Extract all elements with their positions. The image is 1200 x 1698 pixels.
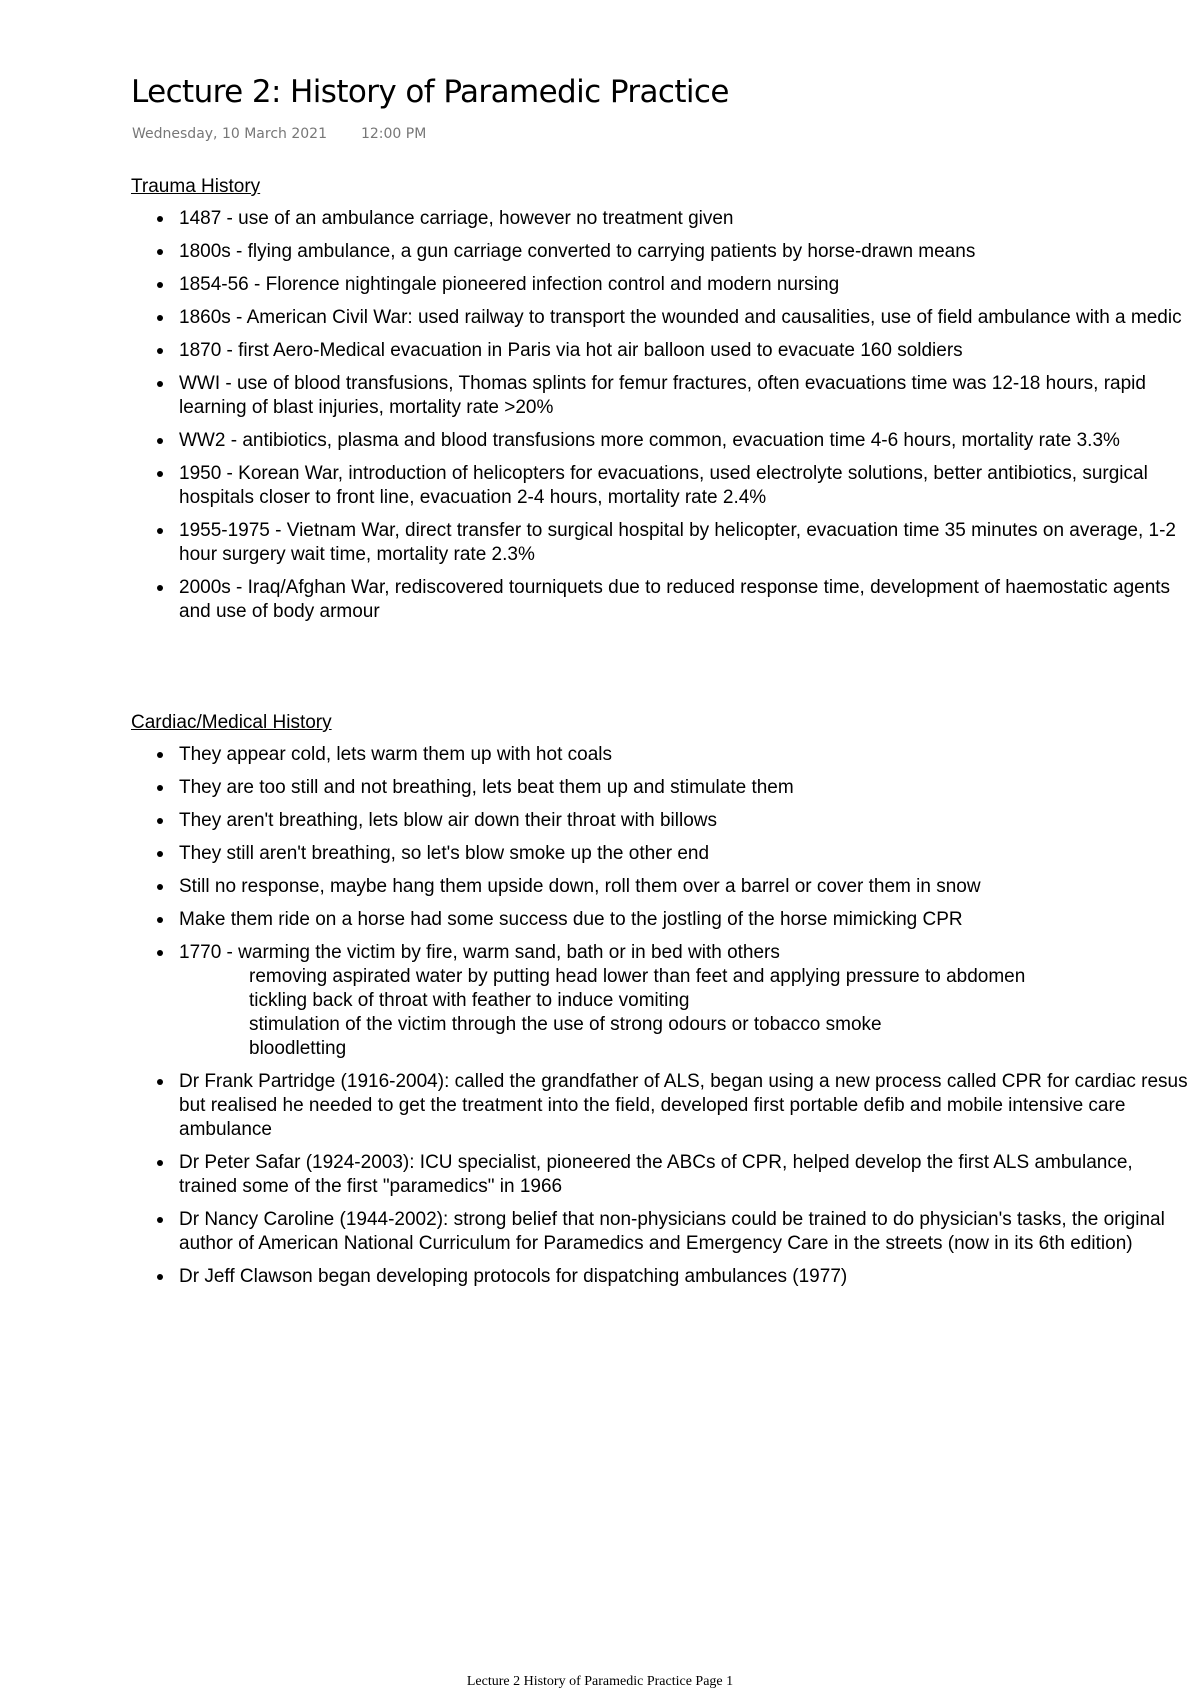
list-item: Dr Jeff Clawson began developing protocols for dispatching ambulances (1977) xyxy=(131,1265,1191,1289)
list-subline: bloodletting xyxy=(249,1038,347,1059)
page-meta xyxy=(132,126,426,142)
list-item: Dr Peter Safar (1924-2003): ICU specialist, pioneered the ABCs of CPR, helped develop the first ALS ambulance, trained some of the first "paramedics" in 1966 xyxy=(131,1151,1191,1199)
trauma-history-list xyxy=(131,207,1191,633)
list-item-1770 xyxy=(131,941,1191,1061)
list-item-text: 1770 - warming the victim by fire, warm sand, bath or in bed with others xyxy=(179,942,780,963)
list-item: They are too still and not breathing, lets beat them up and stimulate them xyxy=(131,776,1191,800)
page-time: 12:00 PM xyxy=(360,126,427,142)
list-item: 1487 - use of an ambulance carriage, however no treatment given xyxy=(131,207,1191,231)
trauma-history-heading: Trauma History xyxy=(131,176,261,197)
cardiac-history-list xyxy=(131,743,1191,1298)
list-item: 2000s - Iraq/Afghan War, rediscovered tourniquets due to reduced response time, development of haemostatic agents and use of body armour xyxy=(131,576,1191,624)
list-subline: removing aspirated water by putting head lower than feet and applying pressure to abdomen xyxy=(249,966,1026,987)
page-title: Lecture 2: History of Paramedic Practice xyxy=(131,74,729,110)
list-item: 1854-56 - Florence nightingale pioneered infection control and modern nursing xyxy=(131,273,1191,297)
list-item: Dr Nancy Caroline (1944-2002): strong belief that non-physicians could be trained to do physician's tasks, the original author of American National Curriculum for Paramedics and Emergency Care in the streets (now in its 6th edition) xyxy=(131,1208,1191,1256)
cardiac-history-heading: Cardiac/Medical History xyxy=(131,712,332,733)
page-footer: Lecture 2 History of Paramedic Practice Page 1 xyxy=(466,1674,734,1689)
page-date: Wednesday, 10 March 2021 xyxy=(132,126,327,142)
list-item: They still aren't breathing, so let's blow smoke up the other end xyxy=(131,842,1191,866)
list-subline: stimulation of the victim through the use of strong odours or tobacco smoke xyxy=(249,1014,882,1035)
list-item: Still no response, maybe hang them upside down, roll them over a barrel or cover them in snow xyxy=(131,875,1191,899)
list-item: 1955-1975 - Vietnam War, direct transfer to surgical hospital by helicopter, evacuation time 35 minutes on average, 1-2 hour surgery wait time, mortality rate 2.3% xyxy=(131,519,1191,567)
list-subline: tickling back of throat with feather to induce vomiting xyxy=(249,990,690,1011)
list-item: Make them ride on a horse had some success due to the jostling of the horse mimicking CPR xyxy=(131,908,1191,932)
list-item: 1800s - flying ambulance, a gun carriage converted to carrying patients by horse-drawn means xyxy=(131,240,1191,264)
list-item: They aren't breathing, lets blow air down their throat with billows xyxy=(131,809,1191,833)
list-item: 1950 - Korean War, introduction of helicopters for evacuations, used electrolyte solutions, better antibiotics, surgical hospitals closer to front line, evacuation 2-4 hours, mortality rate 2.4% xyxy=(131,462,1191,510)
list-item: They appear cold, lets warm them up with hot coals xyxy=(131,743,1191,767)
list-item: 1870 - first Aero-Medical evacuation in Paris via hot air balloon used to evacuate 160 soldiers xyxy=(131,339,1191,363)
list-item: 1860s - American Civil War: used railway to transport the wounded and causalities, use of field ambulance with a medic xyxy=(131,306,1191,330)
list-item: Dr Frank Partridge (1916-2004): called the grandfather of ALS, began using a new process called CPR for cardiac resus but realised he needed to get the treatment into the field, developed first portable defib and mobile intensive care ambulance xyxy=(131,1070,1191,1142)
list-item: WW2 - antibiotics, plasma and blood transfusions more common, evacuation time 4-6 hours, mortality rate 3.3% xyxy=(131,429,1191,453)
list-item: WWI - use of blood transfusions, Thomas splints for femur fractures, often evacuations time was 12-18 hours, rapid learning of blast injuries, mortality rate >20% xyxy=(131,372,1191,420)
